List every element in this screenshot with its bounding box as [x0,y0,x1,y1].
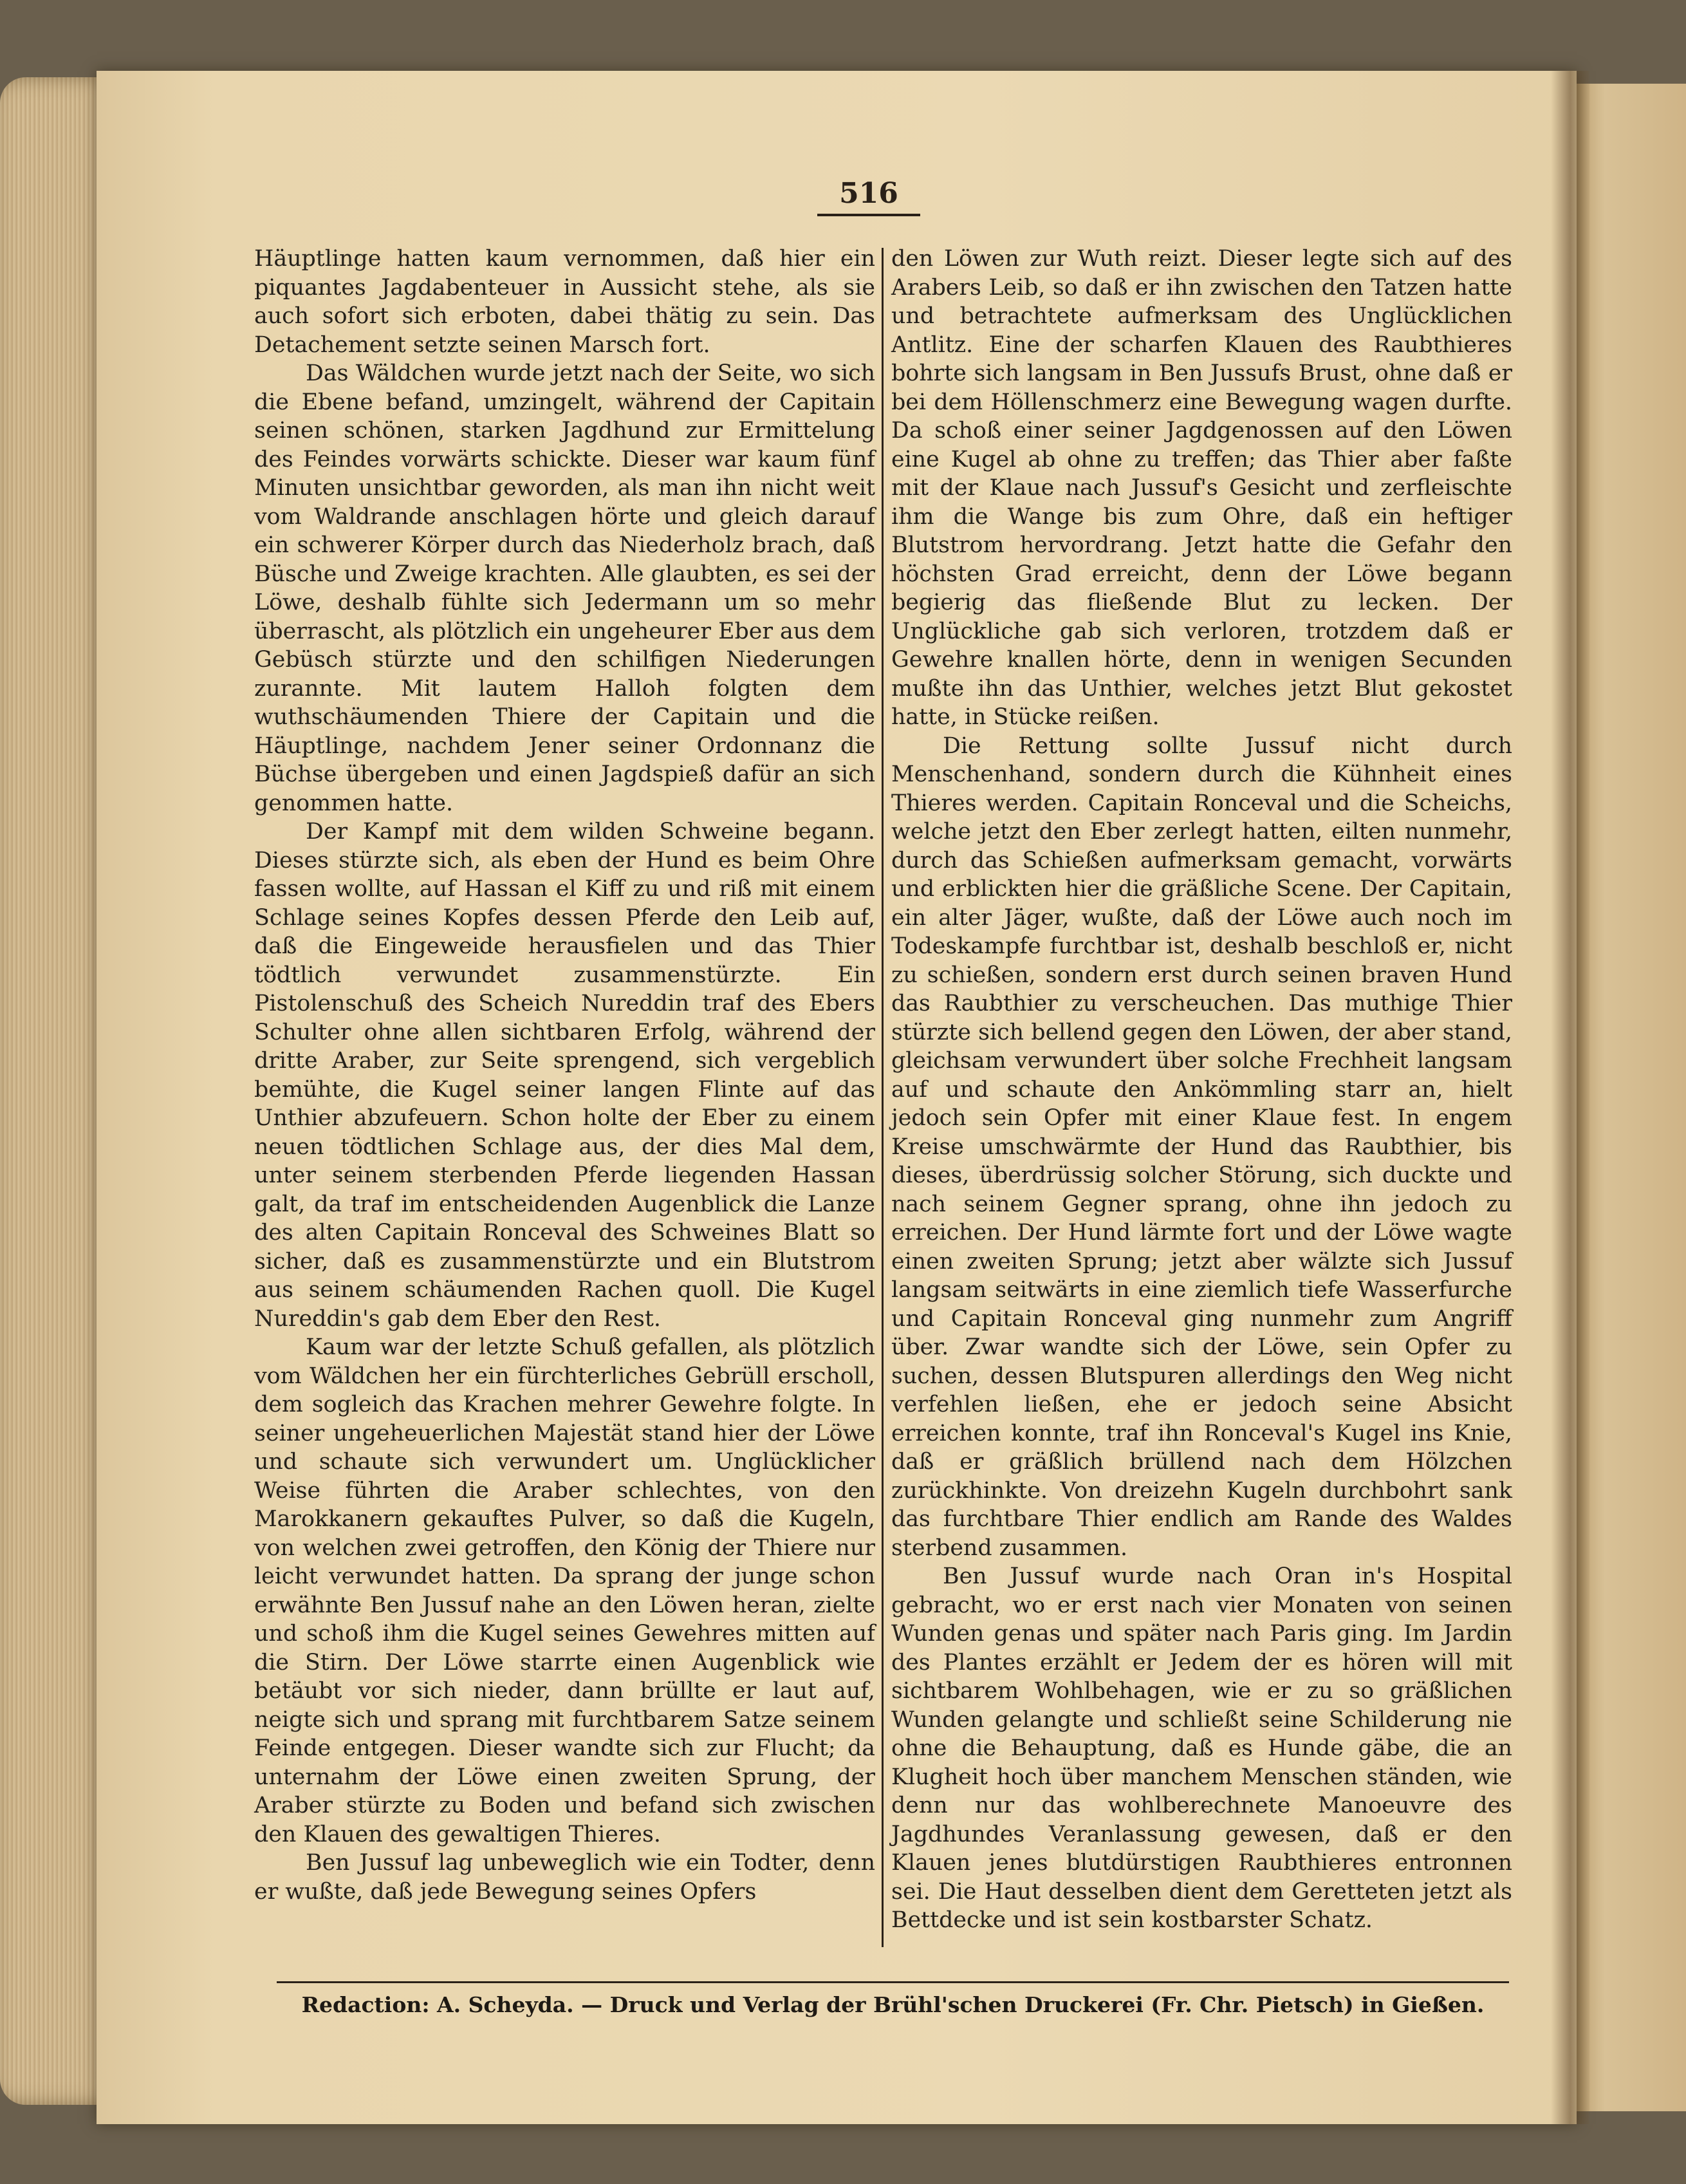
paragraph: Die Rettung sollte Jussuf nicht durch Menschenhand, sondern durch die Kühnheit eines Thieres werden. Capitain Ronceval und die Scheichs, welche jetzt den Eber zerlegt hatten, eilten nunmehr, durch das Schießen aufmerksam gemacht, vorwärts und erblickten hier die gräßliche Scene. Der Capitain, ein alter Jäger, wußte, daß der Löwe auch noch im Todeskampfe furchtbar ist, deshalb beschloß er, nicht zu schießen, sondern erst durch seinen braven Hund das Raubthier zu verscheuchen. Das muthige Thier stürzte sich bellend gegen den Löwen, der aber stand, gleichsam verwundert über solche Frechheit langsam auf und schaute den Ankömmling starr an, hielt jedoch sein Opfer mit einer Klaue fest. In engem Kreise umschwärmte der Hund das Raubthier, bis dieses, überdrüssig solcher Störung, sich duckte und nach seinem Gegner sprang, ohne ihn jedoch zu erreichen. Der Hund lärmte fort und der Löwe wagte einen zweiten Sprung; jetzt aber wälzte sich Jussuf langsam seitwärts in eine ziemlich tiefe Wasserfurche und Capitain Ronceval ging nunmehr zum Angriff über. Zwar wandte sich der Löwe, sein Opfer zu suchen, dessen Blutspuren allerdings den Weg nicht verfehlen ließen, ehe er jedoch seine Absicht erreichen konnte, traf ihn Ronceval's Kugel ins Knie, daß er gräßlich brüllend nach dem Hölzchen zurückhinkte. Von dreizehn Kugeln durchbohrt sank das furchtbare Thier endlich am Rande des Waldes sterbend zusammen. [891,733,1512,1561]
paragraph: den Löwen zur Wuth reizt. Dieser legte sich auf des Arabers Leib, so daß er ihn zwischen den Tatzen hatte und betrachtete aufmerksam des Unglücklichen Antlitz. Eine der scharfen Klauen des Raubthieres bohrte sich langsam in Ben Jussufs Brust, ohne daß er bei dem Höllenschmerz eine Bewegung wagen durfte. Da schoß einer seiner Jagdgenossen auf den Löwen eine Kugel ab ohne zu treffen; das Thier aber faßte mit der Klaue nach Jussuf's Gesicht und zerfleischte ihm die Wange bis zum Ohre, daß ein heftiger Blutstrom hervordrang. Jetzt hatte die Gefahr den höchsten Grad erreicht, denn der Löwe begann begierig das fließende Blut zu lecken. Der Unglückliche gab sich verloren, trotzdem daß er Gewehre knallen hörte, denn in wenigen Secunden mußte ihn das Unthier, welches jetzt Blut gekostet hatte, in Stücke reißen. [891,246,1512,730]
paragraph: Ben Jussuf wurde nach Oran in's Hospital gebracht, wo er erst nach vier Monaten von seinen Wunden genas und später nach Paris ging. Im Jardin des Plantes erzählt er Jedem der es hören will mit sichtbarem Wohlbehagen, wie er zu so gräßlichen Wunden gelangte und schließt seine Schilderung nie ohne die Behauptung, daß es Hunde gäbe, die an Klugheit hoch über manchem Menschen ständen, wie denn nur das wohlberechnete Manoeuvre des Jagdhundes Veranlassung gewesen, daß er den Klauen jenes blutdürstigen Raubthieres entronnen sei. Die Haut desselben dient dem Geretteten jetzt als Bettdecke und ist sein kostbarster Schatz. [891,1563,1512,1933]
imprint-line: Redaction: A. Scheyda. — Druck und Verlag der Brühl'schen Druckerei (Fr. Chr. Pietsch) in Gießen. [301,1992,1485,2017]
paragraph: Das Wäldchen wurde jetzt nach der Seite, wo sich die Ebene befand, umzingelt, während der Capitain seinen schönen, starken Jagdhund zur Ermittelung des Feindes vorwärts schickte. Dieser war kaum fünf Minuten unsichtbar geworden, als man ihn nicht weit vom Waldrande anschlagen hörte und gleich darauf ein schwerer Körper durch das Niederholz brach, daß Büsche und Zweige krachten. Alle glaubten, es sei der Löwe, deshalb fühlte sich Jedermann um so mehr überrascht, als plötzlich ein ungeheurer Eber aus dem Gebüsch stürzte und den schilfigen Niederungen zurannte. Mit lautem Halloh folgten dem wuthschäumenden Thiere der Capitain und die Häuptlinge, nachdem Jener seiner Ordonnanz die Büchse übergeben und einen Jagdspieß dafür an sich genommen hatte. [254,360,875,816]
paragraph: Häuptlinge hatten kaum vernommen, daß hier ein piquantes Jagdabenteuer in Aussicht stehe, als sie auch sofort sich erboten, dabei thätig zu sein. Das Detachement setzte seinen Marsch fort. [254,246,875,358]
right-column [891,245,1512,1960]
paragraph: Kaum war der letzte Schuß gefallen, als plötzlich vom Wäldchen her ein fürchterliches Gebrüll erscholl, dem sogleich das Krachen mehrer Gewehre folgte. In seiner ungeheuerlichen Majestät stand hier der Löwe und schaute sich verwundert um. Unglücklicher Weise führten die Araber schlechtes, von den Marokkanern gekauftes Pulver, so daß die Kugeln, von welchen zwei getroffen, den König der Thiere nur leicht verwundet hatten. Da sprang der junge schon erwähnte Ben Jussuf nahe an den Löwen heran, zielte und schoß ihm die Kugel seines Gewehres mitten auf die Stirn. Der Löwe starrte einen Augenblick wie betäubt vor sich nieder, dann brüllte er laut auf, neigte sich und sprang mit furchtbarem Satze seinem Feinde entgegen. Dieser wandte sich zur Flucht; da unternahm der Löwe einen zweiten Sprung, der Araber stürzte zu Boden und befand sich zwischen den Klauen des gewaltigen Thieres. [254,1334,875,1847]
paragraph: Ben Jussuf lag unbeweglich wie ein Todter, denn er wußte, daß jede Bewegung seines Opfers [254,1850,875,1905]
footer-rule [277,1981,1509,1983]
paragraph: Der Kampf mit dem wilden Schweine begann. Dieses stürzte sich, als eben der Hund es beim Ohre fassen wollte, auf Hassan el Kiff zu und riß mit einem Schlage seines Kopfes dessen Pferde den Leib auf, daß die Eingeweide herausfielen und das Thier tödtlich verwundet zusammenstürzte. Ein Pistolenschuß des Scheich Nureddin traf des Ebers Schulter ohne allen sichtbaren Erfolg, während der dritte Araber, zur Seite sprengend, sich vergeblich bemühte, die Kugel seiner langen Flinte auf das Unthier abzufeuern. Schon holte der Eber zu einem neuen tödtlichen Schlage aus, der dies Mal dem, unter seinem sterbenden Pferde liegenden Hassan galt, da traf im entscheidenden Augenblick die Lanze des alten Capitain Ronceval des Schweines Blatt so sicher, daß es zusammenstürzte und ein Blutstrom aus seinem schäumenden Rachen quoll. Die Kugel Nureddin's gab dem Eber den Rest. [254,819,875,1332]
column-divider [882,248,884,1947]
left-column [254,245,875,1960]
gutter-shadow [1551,71,1589,2124]
book-page-stack [0,77,113,2105]
page-number: 516 [817,177,920,216]
